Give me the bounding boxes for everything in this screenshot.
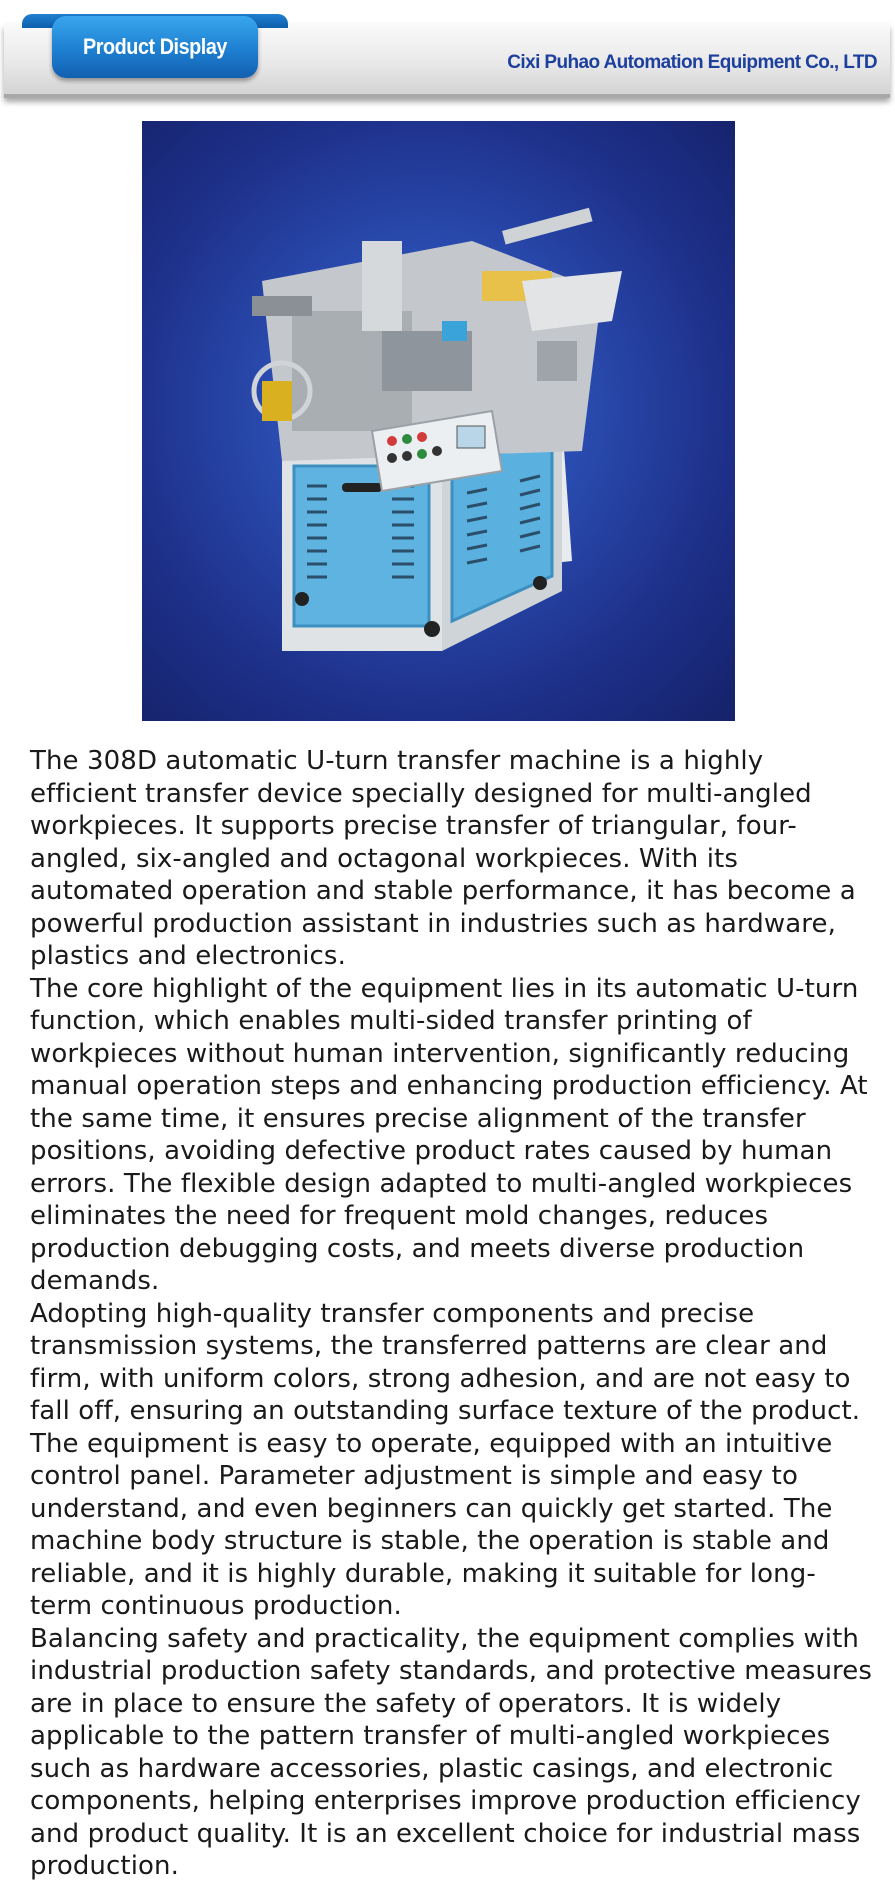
product-image [142, 121, 735, 721]
header-divider [4, 94, 890, 98]
description-paragraph: The 308D automatic U-turn transfer machine is a highly efficient transfer device specially designed for multi-angled workpieces. It supports precise transfer of triangular, four-angled, six-angled and octagonal workpieces. With its automated operation and stable performance, it has become a powerful production assistant in industries such as hardware, plastics and electronics. [30, 746, 856, 971]
product-description [30, 745, 875, 1883]
description-paragraph: Balancing safety and practicality, the equipment complies with industrial production safety standards, and protective measures are in place to ensure the safety of operators. It is widely applicable to the pattern transfer of multi-angled workpieces such as hardware accessories, plastic casings, and electronic components, helping enterprises improve production efficiency and product quality. It is an excellent choice for industrial mass production. [30, 1623, 873, 1881]
machine-illustration [142, 121, 735, 721]
section-tab-label: Product Display [83, 34, 227, 59]
company-name: Cixi Puhao Automation Equipment Co., LTD [507, 52, 877, 73]
description-paragraph: Adopting high-quality transfer components and precise transmission systems, the transferred patterns are clear and firm, with uniform colors, strong adhesion, and are not easy to fall off, ensuring an outstanding surface texture of the product. The equipment is easy to operate, equipped with an intuitive control panel. Parameter adjustment is simple and easy to understand, and even beginners can quickly get started. The machine body structure is stable, the operation is stable and reliable, and it is highly durable, making it suitable for long-term continuous production. [30, 1298, 861, 1621]
description-paragraph: The core highlight of the equipment lies in its automatic U-turn function, which enables multi-sided transfer printing of workpieces without human intervention, significantly reducing manual operation steps and enhancing production efficiency. At the same time, it ensures precise alignment of the transfer positions, avoiding defective product rates caused by human errors. The flexible design adapted to multi-angled workpieces eliminates the need for frequent mold changes, reduces production debugging costs, and meets diverse production demands. [30, 973, 868, 1296]
